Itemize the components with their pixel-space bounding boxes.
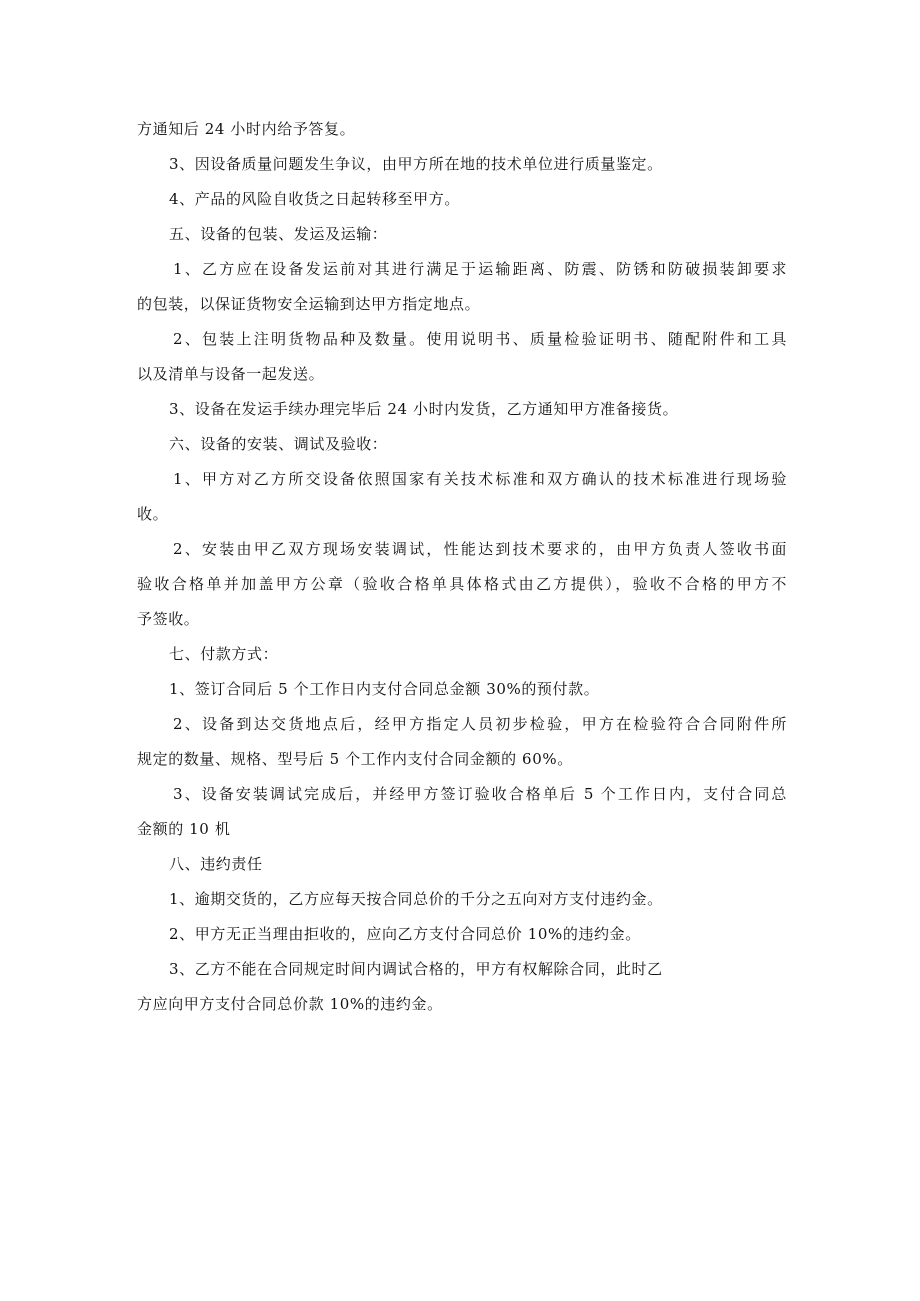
- section-heading: 七、付款方式：: [169, 645, 279, 663]
- text-line: 规定的数量、规格、型号后 5 个工作内支付合同金额的 60%。: [137, 750, 573, 768]
- text-line: 方应向甲方支付合同总价款 10%的违约金。: [137, 995, 443, 1013]
- text-line: 收。: [137, 505, 169, 523]
- text-line: 2、包装上注明货物品种及数量。使用说明书、质量检验证明书、随配附件和工具: [173, 330, 787, 348]
- text-line: 的包装，以保证货物安全运输到达甲方指定地点。: [137, 295, 481, 313]
- section-heading: 五、设备的包装、发运及运输：: [169, 225, 388, 243]
- text-line: 2、安装由甲乙双方现场安装调试，性能达到技术要求的，由甲方负责人签收书面: [173, 540, 787, 558]
- text-line: 3、设备在发运手续办理完毕后 24 小时内发货，乙方通知甲方准备接货。: [169, 400, 679, 418]
- text-line: 1、甲方对乙方所交设备依照国家有关技术标准和双方确认的技术标准进行现场验: [173, 470, 787, 488]
- text-line: 方通知后 24 小时内给予答复。: [137, 120, 356, 138]
- text-line: 3、乙方不能在合同规定时间内调试合格的，甲方有权解除合同，此时乙: [169, 960, 663, 978]
- text-line: 3、设备安装调试完成后，并经甲方签订验收合格单后 5 个工作日内，支付合同总: [173, 785, 787, 803]
- text-line: 以及清单与设备一起发送。: [137, 365, 325, 383]
- text-line: 3、因设备质量问题发生争议，由甲方所在地的技术单位进行质量鉴定。: [169, 155, 663, 173]
- section-heading: 八、违约责任: [169, 855, 263, 873]
- text-line: 1、乙方应在设备发运前对其进行满足于运输距离、防震、防锈和防破损装卸要求: [173, 260, 787, 278]
- text-line: 2、甲方无正当理由拒收的，应向乙方支付合同总价 10%的违约金。: [169, 925, 641, 943]
- text-line: 1、签订合同后 5 个工作日内支付合同总金额 30%的预付款。: [169, 680, 600, 698]
- text-line: 予签收。: [137, 610, 200, 628]
- text-line: 1、逾期交货的，乙方应每天按合同总价的千分之五向对方支付违约金。: [169, 890, 663, 908]
- section-heading: 六、设备的安装、调试及验收：: [169, 435, 388, 453]
- text-line: 金额的 10 机: [137, 820, 231, 838]
- text-line: 2、设备到达交货地点后，经甲方指定人员初步检验，甲方在检验符合合同附件所: [173, 715, 787, 733]
- document-body: [137, 112, 787, 1022]
- text-line: 验收合格单并加盖甲方公章（验收合格单具体格式由乙方提供），验收不合格的甲方不: [137, 575, 787, 593]
- text-line: 4、产品的风险自收货之日起转移至甲方。: [169, 190, 460, 208]
